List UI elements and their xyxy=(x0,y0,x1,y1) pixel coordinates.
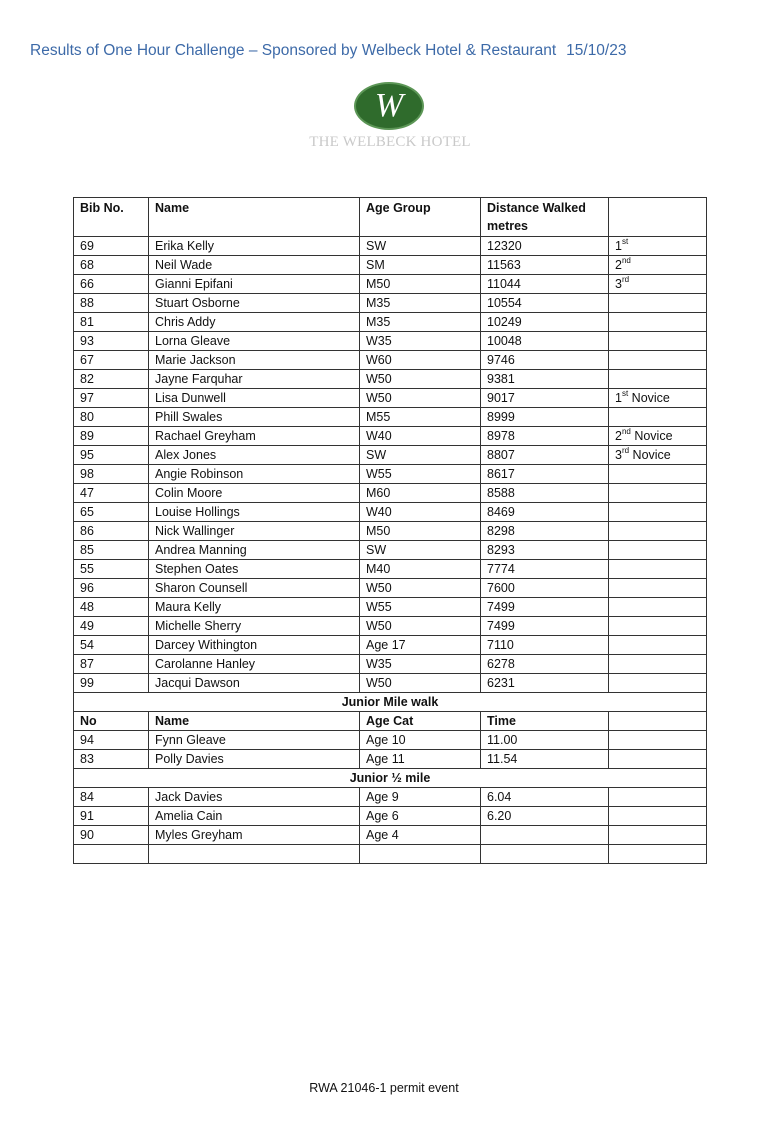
placing-suffix: rd xyxy=(621,275,630,284)
bib-cell: 81 xyxy=(74,313,149,332)
bib-cell: 49 xyxy=(74,617,149,636)
blank-cell xyxy=(609,826,707,845)
blank-cell xyxy=(609,845,707,864)
name-cell: Angie Robinson xyxy=(149,465,360,484)
placing-number: 1 xyxy=(615,239,622,253)
placing-cell xyxy=(609,446,707,465)
distance-cell: 8617 xyxy=(481,465,609,484)
name-cell: Polly Davies xyxy=(149,750,360,769)
distance-cell: 11563 xyxy=(481,256,609,275)
placing-cell xyxy=(609,237,707,256)
name-cell: Jayne Farquhar xyxy=(149,370,360,389)
placing-cell xyxy=(609,560,707,579)
distance-cell: 9746 xyxy=(481,351,609,370)
name-cell: Michelle Sherry xyxy=(149,617,360,636)
table-row xyxy=(74,579,707,598)
results-table xyxy=(73,197,707,864)
hotel-logo xyxy=(300,82,480,154)
table-row xyxy=(74,655,707,674)
age-cat-cell: Age 4 xyxy=(360,826,481,845)
name-cell: Lorna Gleave xyxy=(149,332,360,351)
column-header-name: Name xyxy=(149,198,360,237)
name-cell: Lisa Dunwell xyxy=(149,389,360,408)
bib-cell: 95 xyxy=(74,446,149,465)
blank-cell xyxy=(609,807,707,826)
placing-number: 3 xyxy=(615,448,622,462)
name-cell: Colin Moore xyxy=(149,484,360,503)
age-group-cell: W60 xyxy=(360,351,481,370)
name-cell: Louise Hollings xyxy=(149,503,360,522)
placing-cell xyxy=(609,275,707,294)
no-cell: 91 xyxy=(74,807,149,826)
table-row xyxy=(74,731,707,750)
placing-cell xyxy=(609,598,707,617)
bib-cell: 87 xyxy=(74,655,149,674)
table-row xyxy=(74,788,707,807)
event-date: 15/10/23 xyxy=(566,42,627,59)
placing-cell xyxy=(609,636,707,655)
table-row xyxy=(74,617,707,636)
page-title xyxy=(30,42,626,60)
time-cell xyxy=(481,845,609,864)
no-cell: 84 xyxy=(74,788,149,807)
table-row xyxy=(74,807,707,826)
placing-cell xyxy=(609,351,707,370)
placing-cell xyxy=(609,427,707,446)
age-cat-cell: Age 9 xyxy=(360,788,481,807)
bib-cell: 68 xyxy=(74,256,149,275)
name-cell: Amelia Cain xyxy=(149,807,360,826)
time-cell: 11.00 xyxy=(481,731,609,750)
bib-cell: 82 xyxy=(74,370,149,389)
column-header-age-group: Age Group xyxy=(360,198,481,237)
age-group-cell: M35 xyxy=(360,294,481,313)
time-cell xyxy=(481,826,609,845)
name-cell: Jacqui Dawson xyxy=(149,674,360,693)
placing-cell xyxy=(609,465,707,484)
table-row xyxy=(74,522,707,541)
distance-cell: 8588 xyxy=(481,484,609,503)
table-row xyxy=(74,541,707,560)
bib-cell: 69 xyxy=(74,237,149,256)
name-cell: Marie Jackson xyxy=(149,351,360,370)
column-header-place xyxy=(609,198,707,237)
no-cell xyxy=(74,845,149,864)
placing-number: 3 xyxy=(615,277,622,291)
distance-cell: 9017 xyxy=(481,389,609,408)
table-row xyxy=(74,427,707,446)
bib-cell: 80 xyxy=(74,408,149,427)
name-cell: Sharon Counsell xyxy=(149,579,360,598)
name-cell: Carolanne Hanley xyxy=(149,655,360,674)
placing-note: Novice xyxy=(630,429,673,443)
table-row xyxy=(74,674,707,693)
name-cell: Andrea Manning xyxy=(149,541,360,560)
distance-cell: 10554 xyxy=(481,294,609,313)
age-group-cell: M50 xyxy=(360,522,481,541)
table-row xyxy=(74,826,707,845)
distance-cell: 6278 xyxy=(481,655,609,674)
distance-cell: 8978 xyxy=(481,427,609,446)
table-row xyxy=(74,484,707,503)
placing-suffix: nd xyxy=(621,256,631,265)
age-group-cell: W35 xyxy=(360,332,481,351)
age-group-cell: W50 xyxy=(360,389,481,408)
name-cell: Darcey Withington xyxy=(149,636,360,655)
age-group-cell: SW xyxy=(360,237,481,256)
table-row xyxy=(74,332,707,351)
placing-cell xyxy=(609,655,707,674)
no-cell: 90 xyxy=(74,826,149,845)
bib-cell: 99 xyxy=(74,674,149,693)
distance-cell: 8293 xyxy=(481,541,609,560)
placing-cell xyxy=(609,484,707,503)
placing-cell xyxy=(609,541,707,560)
table-row xyxy=(74,237,707,256)
bib-cell: 66 xyxy=(74,275,149,294)
distance-cell: 10048 xyxy=(481,332,609,351)
column-header-name: Name xyxy=(149,712,360,731)
age-cat-cell: Age 11 xyxy=(360,750,481,769)
placing-note: Novice xyxy=(628,391,670,405)
table-row xyxy=(74,408,707,427)
distance-cell: 10249 xyxy=(481,313,609,332)
age-group-cell: M35 xyxy=(360,313,481,332)
bib-cell: 54 xyxy=(74,636,149,655)
table-row xyxy=(74,294,707,313)
distance-cell: 7499 xyxy=(481,617,609,636)
column-header-bib: Bib No. xyxy=(74,198,149,237)
placing-cell xyxy=(609,389,707,408)
time-cell: 6.04 xyxy=(481,788,609,807)
name-cell: Jack Davies xyxy=(149,788,360,807)
name-cell xyxy=(149,845,360,864)
age-group-cell: W50 xyxy=(360,370,481,389)
logo-brand-text: THE WELBECK HOTEL xyxy=(309,134,471,150)
distance-cell: 8298 xyxy=(481,522,609,541)
name-cell: Gianni Epifani xyxy=(149,275,360,294)
age-group-cell: SM xyxy=(360,256,481,275)
junior-header-row xyxy=(74,712,707,731)
placing-cell xyxy=(609,370,707,389)
placing-cell xyxy=(609,256,707,275)
logo-emblem xyxy=(354,82,424,130)
results-table-body xyxy=(74,198,707,864)
table-header-row xyxy=(74,198,707,237)
age-cat-cell: Age 10 xyxy=(360,731,481,750)
distance-cell: 12320 xyxy=(481,237,609,256)
distance-cell: 7499 xyxy=(481,598,609,617)
age-group-cell: M40 xyxy=(360,560,481,579)
distance-cell: 7774 xyxy=(481,560,609,579)
distance-cell: 11044 xyxy=(481,275,609,294)
bib-cell: 89 xyxy=(74,427,149,446)
age-group-cell: M50 xyxy=(360,275,481,294)
name-cell: Rachael Greyham xyxy=(149,427,360,446)
table-row xyxy=(74,351,707,370)
placing-number: 2 xyxy=(615,258,622,272)
placing-suffix: st xyxy=(621,389,629,398)
age-group-cell: W40 xyxy=(360,427,481,446)
distance-cell: 9381 xyxy=(481,370,609,389)
no-cell: 94 xyxy=(74,731,149,750)
distance-cell: 8999 xyxy=(481,408,609,427)
age-group-cell: W55 xyxy=(360,465,481,484)
name-cell: Maura Kelly xyxy=(149,598,360,617)
age-cat-cell: Age 6 xyxy=(360,807,481,826)
distance-cell: 8469 xyxy=(481,503,609,522)
distance-cell: 7600 xyxy=(481,579,609,598)
placing-cell xyxy=(609,332,707,351)
age-cat-cell xyxy=(360,845,481,864)
name-cell: Chris Addy xyxy=(149,313,360,332)
placing-cell xyxy=(609,294,707,313)
blank-cell xyxy=(609,750,707,769)
column-header-no: No xyxy=(74,712,149,731)
age-group-cell: M55 xyxy=(360,408,481,427)
placing-cell xyxy=(609,503,707,522)
table-row xyxy=(74,845,707,864)
table-row xyxy=(74,256,707,275)
placing-suffix: st xyxy=(621,237,629,246)
bib-cell: 97 xyxy=(74,389,149,408)
table-row xyxy=(74,598,707,617)
placing-cell xyxy=(609,674,707,693)
section-title: Junior ½ mile xyxy=(74,769,707,788)
placing-cell xyxy=(609,617,707,636)
placing-note: Novice xyxy=(629,448,671,462)
table-row xyxy=(74,636,707,655)
placing-cell xyxy=(609,408,707,427)
bib-cell: 88 xyxy=(74,294,149,313)
name-cell: Stephen Oates xyxy=(149,560,360,579)
name-cell: Erika Kelly xyxy=(149,237,360,256)
placing-cell xyxy=(609,522,707,541)
age-group-cell: W55 xyxy=(360,598,481,617)
age-group-cell: W50 xyxy=(360,579,481,598)
placing-cell xyxy=(609,579,707,598)
name-cell: Stuart Osborne xyxy=(149,294,360,313)
table-row xyxy=(74,503,707,522)
bib-cell: 48 xyxy=(74,598,149,617)
name-cell: Nick Wallinger xyxy=(149,522,360,541)
bib-cell: 98 xyxy=(74,465,149,484)
bib-cell: 86 xyxy=(74,522,149,541)
name-cell: Myles Greyham xyxy=(149,826,360,845)
name-cell: Alex Jones xyxy=(149,446,360,465)
table-row xyxy=(74,389,707,408)
section-heading-junior-half-mile xyxy=(74,769,707,788)
time-cell: 11.54 xyxy=(481,750,609,769)
name-cell: Fynn Gleave xyxy=(149,731,360,750)
table-row xyxy=(74,370,707,389)
bib-cell: 93 xyxy=(74,332,149,351)
age-group-cell: M60 xyxy=(360,484,481,503)
column-header-time: Time xyxy=(481,712,609,731)
age-group-cell: W40 xyxy=(360,503,481,522)
age-group-cell: W35 xyxy=(360,655,481,674)
name-cell: Phill Swales xyxy=(149,408,360,427)
distance-cell: 6231 xyxy=(481,674,609,693)
age-group-cell: W50 xyxy=(360,674,481,693)
placing-cell xyxy=(609,313,707,332)
placing-suffix: rd xyxy=(621,446,630,455)
placing-suffix: nd xyxy=(621,427,631,436)
placing-number: 1 xyxy=(615,391,622,405)
bib-cell: 67 xyxy=(74,351,149,370)
placing-number: 2 xyxy=(615,429,622,443)
time-cell: 6.20 xyxy=(481,807,609,826)
blank-cell xyxy=(609,731,707,750)
name-cell: Neil Wade xyxy=(149,256,360,275)
age-group-cell: Age 17 xyxy=(360,636,481,655)
column-header-blank xyxy=(609,712,707,731)
age-group-cell: SW xyxy=(360,446,481,465)
table-row xyxy=(74,313,707,332)
section-heading-junior-mile xyxy=(74,693,707,712)
no-cell: 83 xyxy=(74,750,149,769)
logo-monogram: W xyxy=(374,87,404,124)
blank-cell xyxy=(609,788,707,807)
footer-permit: RWA 21046-1 permit event xyxy=(309,1081,459,1095)
bib-cell: 47 xyxy=(74,484,149,503)
column-header-distance: Distance Walked metres xyxy=(481,198,609,237)
bib-cell: 96 xyxy=(74,579,149,598)
bib-cell: 85 xyxy=(74,541,149,560)
bib-cell: 55 xyxy=(74,560,149,579)
age-group-cell: W50 xyxy=(360,617,481,636)
column-header-age-cat: Age Cat xyxy=(360,712,481,731)
table-row xyxy=(74,560,707,579)
title-text: Results of One Hour Challenge – Sponsored by Welbeck Hotel & Restaurant xyxy=(30,42,557,59)
age-group-cell: SW xyxy=(360,541,481,560)
table-row xyxy=(74,446,707,465)
bib-cell: 65 xyxy=(74,503,149,522)
distance-cell: 8807 xyxy=(481,446,609,465)
section-title: Junior Mile walk xyxy=(74,693,707,712)
table-row xyxy=(74,275,707,294)
table-row xyxy=(74,750,707,769)
table-row xyxy=(74,465,707,484)
distance-cell: 7110 xyxy=(481,636,609,655)
